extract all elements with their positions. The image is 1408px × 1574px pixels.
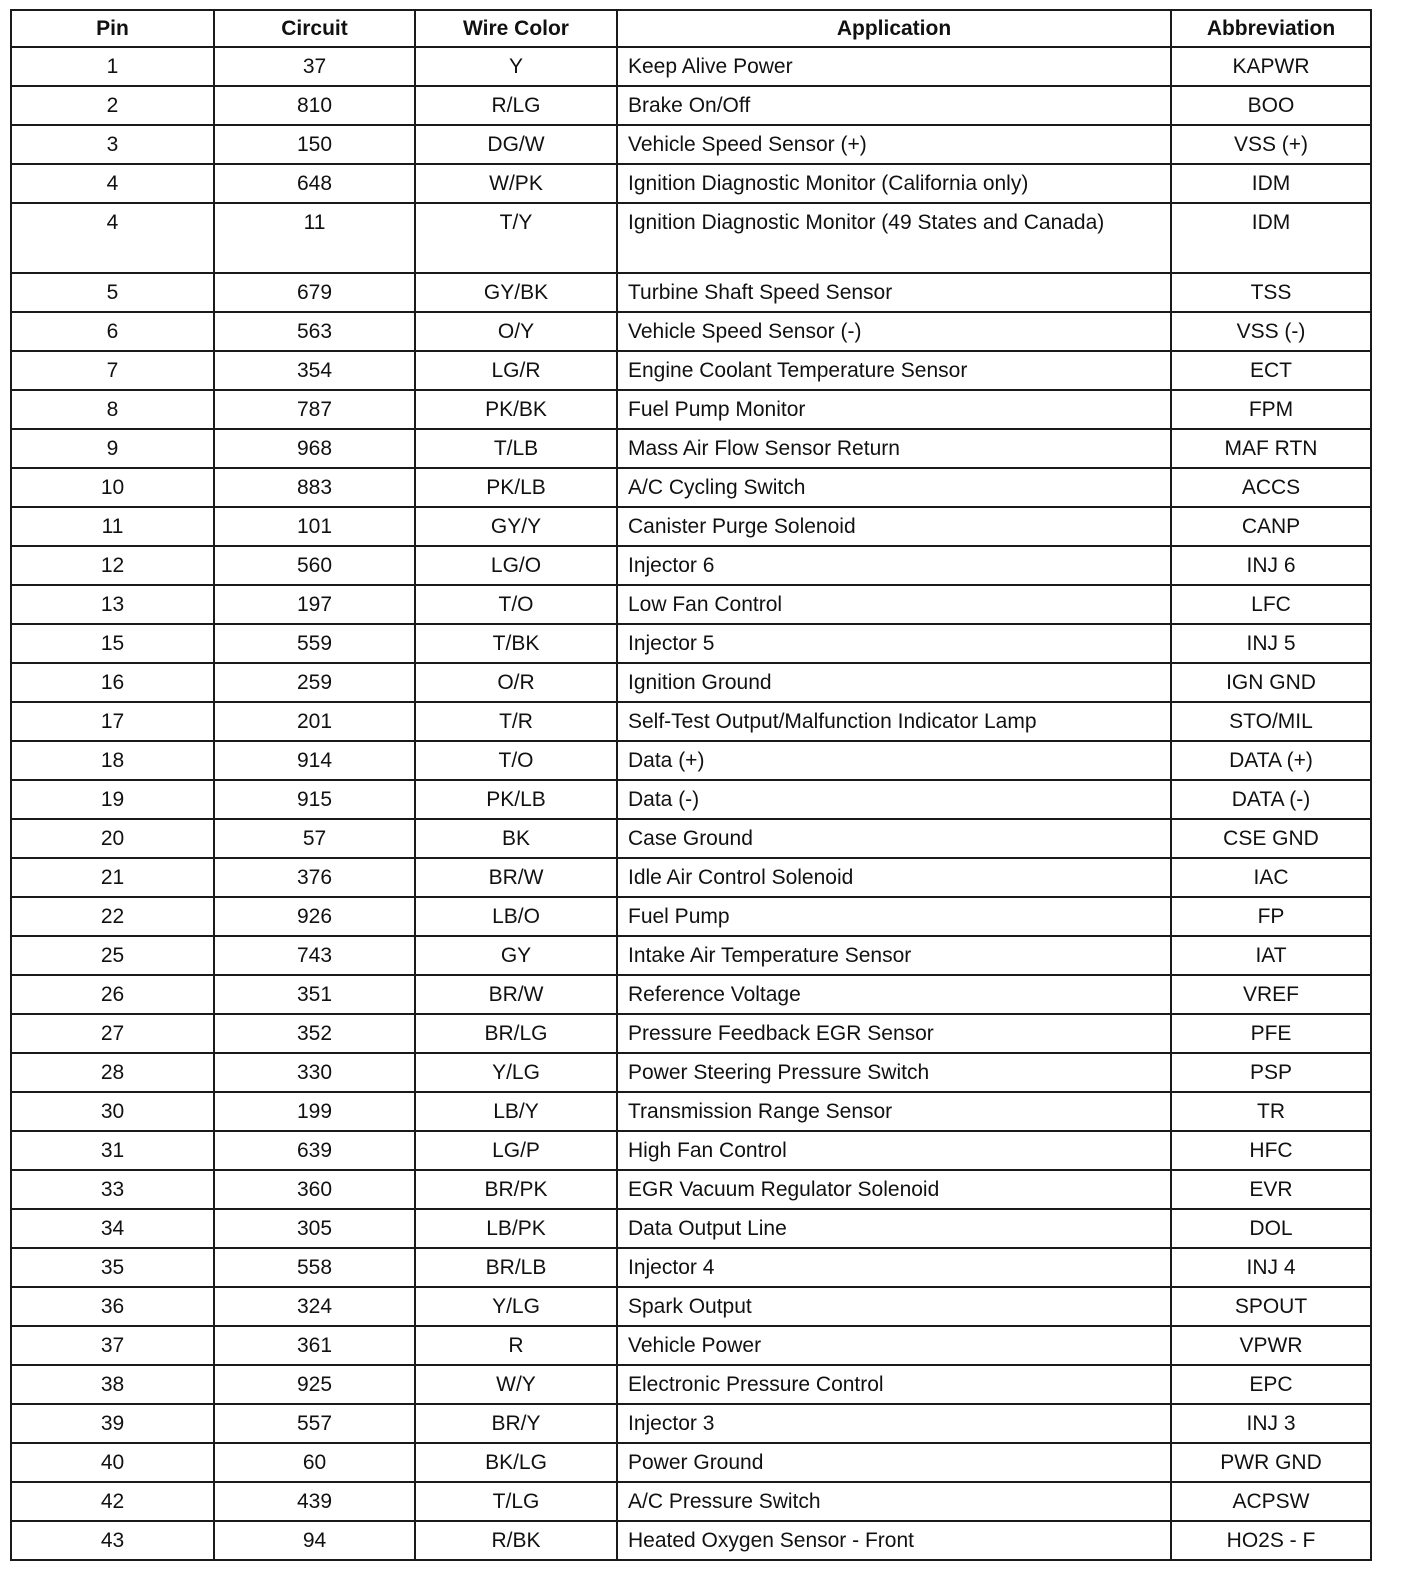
cell-wire-color: BR/LB [415,1248,617,1287]
cell-application: High Fan Control [617,1131,1171,1170]
cell-application: Data (+) [617,741,1171,780]
cell-pin: 2 [11,86,214,125]
cell-application: Turbine Shaft Speed Sensor [617,273,1171,312]
cell-wire-color: LB/PK [415,1209,617,1248]
cell-application: Ignition Diagnostic Monitor (49 States and Canada) [617,203,1171,273]
cell-circuit: 563 [214,312,415,351]
cell-wire-color: T/Y [415,203,617,273]
cell-pin: 7 [11,351,214,390]
table-row [11,780,1371,819]
cell-abbreviation: PWR GND [1171,1443,1371,1482]
cell-abbreviation: ACPSW [1171,1482,1371,1521]
table-row [11,936,1371,975]
cell-pin: 27 [11,1014,214,1053]
cell-application: Transmission Range Sensor [617,1092,1171,1131]
cell-abbreviation: DATA (+) [1171,741,1371,780]
cell-abbreviation: PSP [1171,1053,1371,1092]
cell-circuit: 376 [214,858,415,897]
cell-wire-color: BR/LG [415,1014,617,1053]
cell-application: Idle Air Control Solenoid [617,858,1171,897]
table-row [11,702,1371,741]
cell-wire-color: PK/BK [415,390,617,429]
cell-pin: 35 [11,1248,214,1287]
cell-pin: 20 [11,819,214,858]
cell-wire-color: LG/P [415,1131,617,1170]
cell-abbreviation: HFC [1171,1131,1371,1170]
cell-application: Vehicle Speed Sensor (-) [617,312,1171,351]
cell-wire-color: GY/Y [415,507,617,546]
cell-wire-color: LG/O [415,546,617,585]
cell-application: Injector 6 [617,546,1171,585]
cell-pin: 5 [11,273,214,312]
cell-application: Reference Voltage [617,975,1171,1014]
cell-wire-color: W/Y [415,1365,617,1404]
cell-abbreviation: LFC [1171,585,1371,624]
cell-wire-color: BK/LG [415,1443,617,1482]
cell-pin: 43 [11,1521,214,1560]
cell-abbreviation: MAF RTN [1171,429,1371,468]
cell-abbreviation: ACCS [1171,468,1371,507]
cell-pin: 22 [11,897,214,936]
cell-circuit: 557 [214,1404,415,1443]
cell-pin: 4 [11,203,214,273]
cell-abbreviation: DATA (-) [1171,780,1371,819]
table-row [11,1014,1371,1053]
cell-circuit: 743 [214,936,415,975]
cell-application: Spark Output [617,1287,1171,1326]
table-row [11,546,1371,585]
cell-wire-color: GY/BK [415,273,617,312]
cell-pin: 16 [11,663,214,702]
cell-circuit: 559 [214,624,415,663]
table-row [11,312,1371,351]
cell-abbreviation: EPC [1171,1365,1371,1404]
cell-circuit: 883 [214,468,415,507]
cell-abbreviation: INJ 6 [1171,546,1371,585]
table-row [11,1365,1371,1404]
table-row [11,351,1371,390]
cell-circuit: 150 [214,125,415,164]
cell-circuit: 787 [214,390,415,429]
cell-application: Case Ground [617,819,1171,858]
header-pin: Pin [11,10,214,47]
cell-pin: 36 [11,1287,214,1326]
table-row [11,1209,1371,1248]
cell-abbreviation: VPWR [1171,1326,1371,1365]
cell-pin: 34 [11,1209,214,1248]
cell-pin: 17 [11,702,214,741]
cell-abbreviation: KAPWR [1171,47,1371,86]
cell-wire-color: Y/LG [415,1287,617,1326]
table-row [11,468,1371,507]
cell-abbreviation: STO/MIL [1171,702,1371,741]
cell-abbreviation: HO2S - F [1171,1521,1371,1560]
cell-application: Ignition Diagnostic Monitor (California only) [617,164,1171,203]
cell-wire-color: LB/Y [415,1092,617,1131]
cell-circuit: 354 [214,351,415,390]
cell-abbreviation: INJ 5 [1171,624,1371,663]
cell-abbreviation: TR [1171,1092,1371,1131]
header-circuit: Circuit [214,10,415,47]
cell-pin: 3 [11,125,214,164]
cell-circuit: 324 [214,1287,415,1326]
cell-pin: 21 [11,858,214,897]
table-row [11,858,1371,897]
cell-application: Data Output Line [617,1209,1171,1248]
cell-circuit: 351 [214,975,415,1014]
cell-pin: 10 [11,468,214,507]
cell-application: Vehicle Speed Sensor (+) [617,125,1171,164]
table-row [11,819,1371,858]
table-row [11,390,1371,429]
cell-pin: 19 [11,780,214,819]
cell-pin: 37 [11,1326,214,1365]
cell-wire-color: R/LG [415,86,617,125]
cell-application: Brake On/Off [617,86,1171,125]
table-header-row [11,10,1371,47]
cell-pin: 25 [11,936,214,975]
cell-abbreviation: FPM [1171,390,1371,429]
pinout-table [10,9,1372,1561]
cell-circuit: 968 [214,429,415,468]
cell-wire-color: BR/PK [415,1170,617,1209]
cell-abbreviation: CANP [1171,507,1371,546]
cell-application: Power Steering Pressure Switch [617,1053,1171,1092]
cell-circuit: 101 [214,507,415,546]
cell-abbreviation: BOO [1171,86,1371,125]
cell-pin: 13 [11,585,214,624]
cell-application: Data (-) [617,780,1171,819]
cell-pin: 6 [11,312,214,351]
cell-circuit: 199 [214,1092,415,1131]
cell-application: Ignition Ground [617,663,1171,702]
cell-wire-color: LB/O [415,897,617,936]
cell-circuit: 810 [214,86,415,125]
cell-circuit: 37 [214,47,415,86]
cell-pin: 11 [11,507,214,546]
cell-wire-color: PK/LB [415,468,617,507]
cell-wire-color: BR/Y [415,1404,617,1443]
table-row [11,429,1371,468]
cell-pin: 42 [11,1482,214,1521]
cell-application: Vehicle Power [617,1326,1171,1365]
cell-abbreviation: SPOUT [1171,1287,1371,1326]
cell-application: Power Ground [617,1443,1171,1482]
cell-circuit: 360 [214,1170,415,1209]
cell-wire-color: R [415,1326,617,1365]
cell-abbreviation: VSS (+) [1171,125,1371,164]
cell-pin: 15 [11,624,214,663]
header-application: Application [617,10,1171,47]
cell-circuit: 305 [214,1209,415,1248]
cell-application: Mass Air Flow Sensor Return [617,429,1171,468]
cell-application: Engine Coolant Temperature Sensor [617,351,1171,390]
table-row [11,1404,1371,1443]
cell-abbreviation: IDM [1171,164,1371,203]
table-row [11,86,1371,125]
cell-abbreviation: VREF [1171,975,1371,1014]
cell-application: Injector 4 [617,1248,1171,1287]
cell-application: Keep Alive Power [617,47,1171,86]
cell-wire-color: GY [415,936,617,975]
cell-wire-color: O/Y [415,312,617,351]
cell-circuit: 361 [214,1326,415,1365]
table-row [11,273,1371,312]
cell-circuit: 352 [214,1014,415,1053]
table-row [11,624,1371,663]
cell-wire-color: LG/R [415,351,617,390]
table-row [11,125,1371,164]
cell-pin: 39 [11,1404,214,1443]
cell-pin: 18 [11,741,214,780]
cell-application: A/C Cycling Switch [617,468,1171,507]
cell-wire-color: T/O [415,741,617,780]
cell-wire-color: T/BK [415,624,617,663]
cell-pin: 8 [11,390,214,429]
cell-abbreviation: CSE GND [1171,819,1371,858]
cell-wire-color: PK/LB [415,780,617,819]
cell-circuit: 439 [214,1482,415,1521]
cell-wire-color: Y/LG [415,1053,617,1092]
cell-circuit: 259 [214,663,415,702]
cell-pin: 31 [11,1131,214,1170]
cell-application: Self-Test Output/Malfunction Indicator Lamp [617,702,1171,741]
cell-wire-color: DG/W [415,125,617,164]
cell-abbreviation: IGN GND [1171,663,1371,702]
table-row [11,1053,1371,1092]
cell-application: Pressure Feedback EGR Sensor [617,1014,1171,1053]
cell-circuit: 330 [214,1053,415,1092]
cell-circuit: 560 [214,546,415,585]
cell-pin: 12 [11,546,214,585]
cell-application: EGR Vacuum Regulator Solenoid [617,1170,1171,1209]
header-wire-color: Wire Color [415,10,617,47]
cell-pin: 38 [11,1365,214,1404]
table-row [11,507,1371,546]
cell-circuit: 558 [214,1248,415,1287]
cell-circuit: 57 [214,819,415,858]
cell-abbreviation: DOL [1171,1209,1371,1248]
cell-circuit: 926 [214,897,415,936]
table-row [11,1287,1371,1326]
cell-wire-color: W/PK [415,164,617,203]
table-row [11,1170,1371,1209]
cell-circuit: 648 [214,164,415,203]
cell-circuit: 639 [214,1131,415,1170]
table-row [11,1092,1371,1131]
cell-circuit: 11 [214,203,415,273]
cell-application: A/C Pressure Switch [617,1482,1171,1521]
cell-application: Injector 3 [617,1404,1171,1443]
table-row [11,897,1371,936]
cell-circuit: 94 [214,1521,415,1560]
cell-pin: 4 [11,164,214,203]
cell-abbreviation: FP [1171,897,1371,936]
cell-wire-color: T/LG [415,1482,617,1521]
table-row [11,164,1371,203]
table-row [11,203,1371,273]
cell-abbreviation: ECT [1171,351,1371,390]
cell-abbreviation: TSS [1171,273,1371,312]
cell-circuit: 915 [214,780,415,819]
cell-wire-color: T/R [415,702,617,741]
cell-abbreviation: IAT [1171,936,1371,975]
cell-abbreviation: VSS (-) [1171,312,1371,351]
cell-application: Intake Air Temperature Sensor [617,936,1171,975]
cell-pin: 40 [11,1443,214,1482]
cell-abbreviation: EVR [1171,1170,1371,1209]
cell-wire-color: BR/W [415,975,617,1014]
table-row [11,1521,1371,1560]
header-abbreviation: Abbreviation [1171,10,1371,47]
cell-application: Injector 5 [617,624,1171,663]
cell-pin: 33 [11,1170,214,1209]
cell-circuit: 679 [214,273,415,312]
cell-application: Fuel Pump [617,897,1171,936]
cell-abbreviation: PFE [1171,1014,1371,1053]
cell-circuit: 201 [214,702,415,741]
table-row [11,1482,1371,1521]
cell-abbreviation: INJ 3 [1171,1404,1371,1443]
cell-abbreviation: IAC [1171,858,1371,897]
cell-circuit: 197 [214,585,415,624]
cell-wire-color: BK [415,819,617,858]
cell-application: Electronic Pressure Control [617,1365,1171,1404]
cell-wire-color: Y [415,47,617,86]
table-row [11,47,1371,86]
cell-circuit: 925 [214,1365,415,1404]
table-row [11,585,1371,624]
table-row [11,663,1371,702]
cell-abbreviation: IDM [1171,203,1371,273]
cell-pin: 26 [11,975,214,1014]
cell-pin: 1 [11,47,214,86]
cell-circuit: 60 [214,1443,415,1482]
cell-application: Fuel Pump Monitor [617,390,1171,429]
cell-circuit: 914 [214,741,415,780]
cell-wire-color: R/BK [415,1521,617,1560]
cell-wire-color: BR/W [415,858,617,897]
cell-pin: 30 [11,1092,214,1131]
table-row [11,975,1371,1014]
table-row [11,1131,1371,1170]
table-row [11,741,1371,780]
cell-pin: 28 [11,1053,214,1092]
pinout-table-container [10,9,1372,1561]
table-row [11,1248,1371,1287]
cell-wire-color: O/R [415,663,617,702]
table-row [11,1443,1371,1482]
cell-pin: 9 [11,429,214,468]
cell-application: Low Fan Control [617,585,1171,624]
cell-wire-color: T/O [415,585,617,624]
cell-wire-color: T/LB [415,429,617,468]
table-body [11,47,1371,1560]
table-row [11,1326,1371,1365]
cell-abbreviation: INJ 4 [1171,1248,1371,1287]
cell-application: Canister Purge Solenoid [617,507,1171,546]
cell-application: Heated Oxygen Sensor - Front [617,1521,1171,1560]
